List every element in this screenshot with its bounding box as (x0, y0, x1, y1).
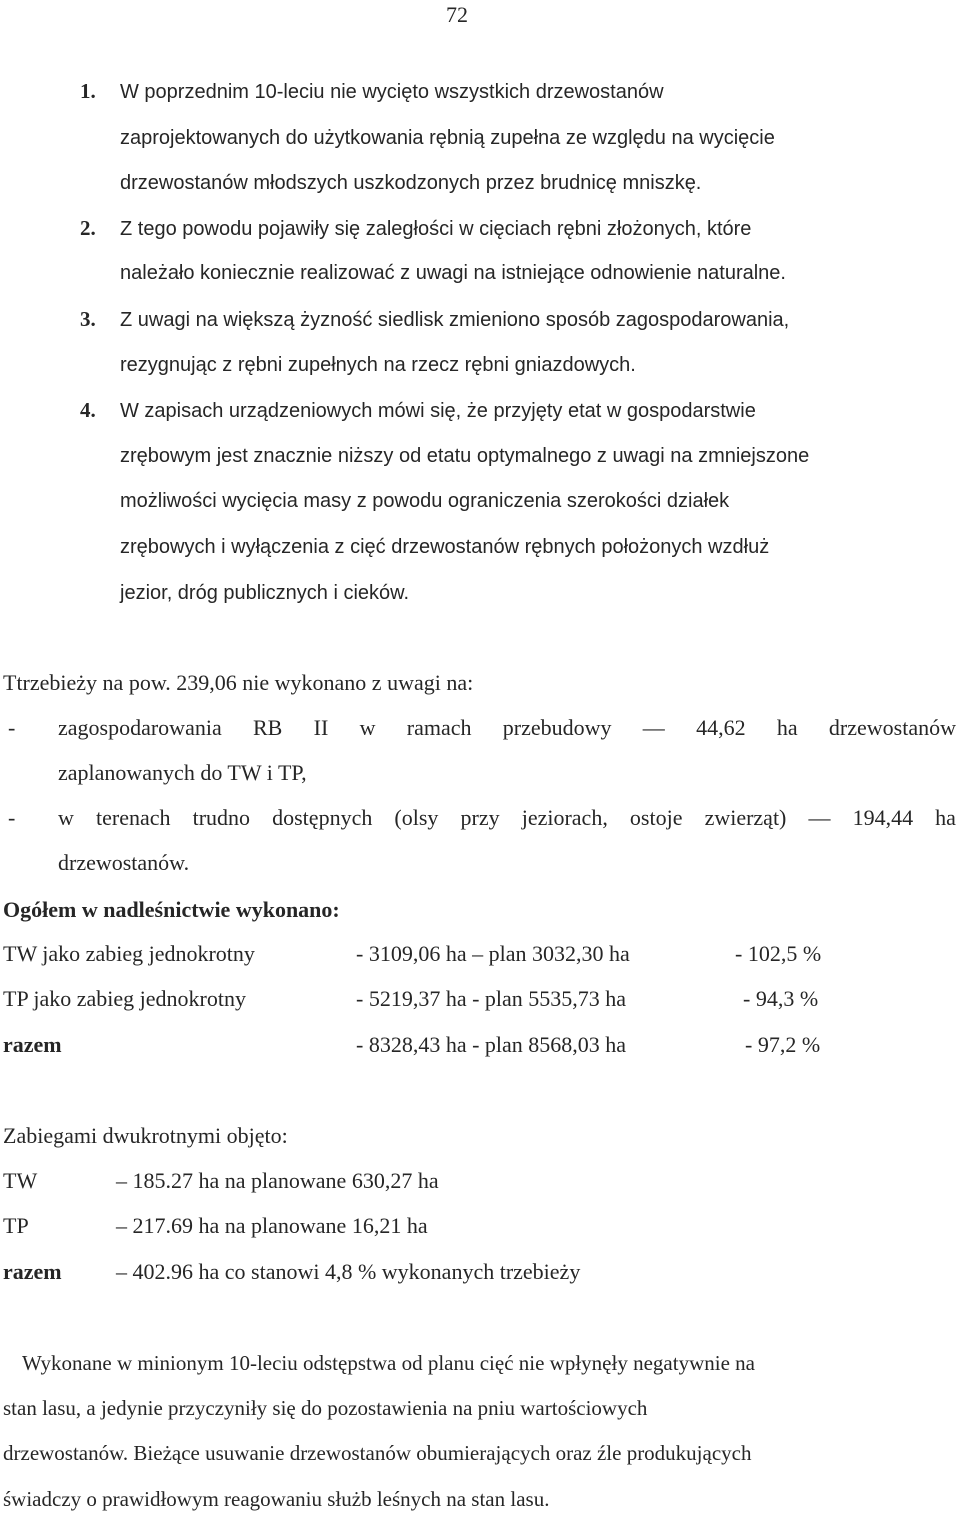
list-item-line: należało koniecznie realizować z uwagi na istniejące odnowienie naturalne. (120, 262, 786, 284)
list-number: 4. (80, 398, 96, 422)
list-item-line: Z uwagi na większą żyzność siedlisk zmieniono sposób zagospodarowania, (120, 309, 790, 331)
double-label: TW (3, 1168, 38, 1193)
bullet-line: zagospodarowania RB II w ramach przebudowy — 44,62 ha drzewostanów (58, 715, 956, 740)
double-heading: Zabiegami dwukrotnymi objęto: (3, 1123, 288, 1148)
page-number: 72 (446, 2, 468, 27)
summary-label: TP jako zabieg jednokrotny (3, 986, 246, 1011)
list-item-line: rezygnując z rębni zupełnych na rzecz rębni gniazdowych. (120, 354, 636, 376)
summary-value: - 5219,37 ha - plan 5535,73 ha (356, 986, 627, 1011)
double-value: – 185.27 ha na planowane 630,27 ha (116, 1168, 439, 1193)
summary-label: TW jako zabieg jednokrotny (3, 941, 255, 966)
bullet-marker: - (8, 715, 16, 740)
summary-percent: - 102,5 % (735, 941, 822, 966)
thinning-intro: Ttrzebieży na pow. 239,06 nie wykonano z uwagi na: (3, 670, 474, 695)
list-item-line: W poprzednim 10-leciu nie wycięto wszystkich drzewostanów (120, 81, 664, 103)
list-item-line: Z tego powodu pojawiły się zaległości w cięciach rębni złożonych, które (120, 218, 752, 240)
double-value: – 217.69 ha na planowane 16,21 ha (116, 1213, 428, 1238)
paragraph-line: świadczy o prawidłowym reagowaniu służb leśnych na stan lasu. (3, 1487, 550, 1511)
paragraph-line: drzewostanów. Bieżące usuwanie drzewostanów obumierających oraz źle produkujących (3, 1441, 752, 1465)
list-item-line: zrębowym jest znacznie niższy od etatu optymalnego z uwagi na zmniejszone (120, 445, 810, 467)
list-item-line: możliwości wycięcia masy z powodu ograniczenia szerokości działek (120, 490, 730, 512)
summary-heading: Ogółem w nadleśnictwie wykonano: (3, 897, 340, 922)
list-item-line: W zapisach urządzeniowych mówi się, że przyjęty etat w gospodarstwie (120, 400, 756, 422)
list-number: 3. (80, 307, 96, 331)
bullet-line: w terenach trudno dostępnych (olsy przy jeziorach, ostoje zwierząt) — 194,44 ha (58, 805, 956, 830)
paragraph-line: stan lasu, a jedynie przyczyniły się do pozostawienia na pniu wartościowych (3, 1396, 648, 1420)
list-item-line: zaprojektowanych do użytkowania rębnią zupełna ze względu na wycięcie (120, 127, 775, 149)
list-item-line: drzewostanów młodszych uszkodzonych przez brudnicę mniszkę. (120, 172, 702, 194)
bullet-line-continuation: drzewostanów. (58, 850, 190, 875)
list-item-line: jezior, dróg publicznych i cieków. (120, 582, 410, 604)
double-label: TP (3, 1213, 29, 1238)
summary-percent: - 94,3 % (743, 986, 819, 1011)
bullet-line-continuation: zaplanowanych do TW i TP, (58, 760, 307, 785)
paragraph-line: Wykonane w minionym 10-leciu odstępstwa od planu cięć nie wpłynęły negatywnie na (22, 1351, 755, 1375)
summary-value: - 8328,43 ha - plan 8568,03 ha (356, 1032, 627, 1057)
list-number: 1. (80, 79, 96, 103)
bullet-marker: - (8, 805, 16, 830)
list-number: 2. (80, 216, 96, 240)
summary-value: - 3109,06 ha – plan 3032,30 ha (356, 941, 630, 966)
double-value: – 402.96 ha co stanowi 4,8 % wykonanych trzebieży (116, 1259, 581, 1284)
double-label: razem (3, 1259, 62, 1284)
summary-percent: - 97,2 % (745, 1032, 821, 1057)
list-item-line: zrębowych i wyłączenia z cięć drzewostanów rębnych położonych wzdłuż (120, 536, 770, 558)
summary-label: razem (3, 1032, 62, 1057)
